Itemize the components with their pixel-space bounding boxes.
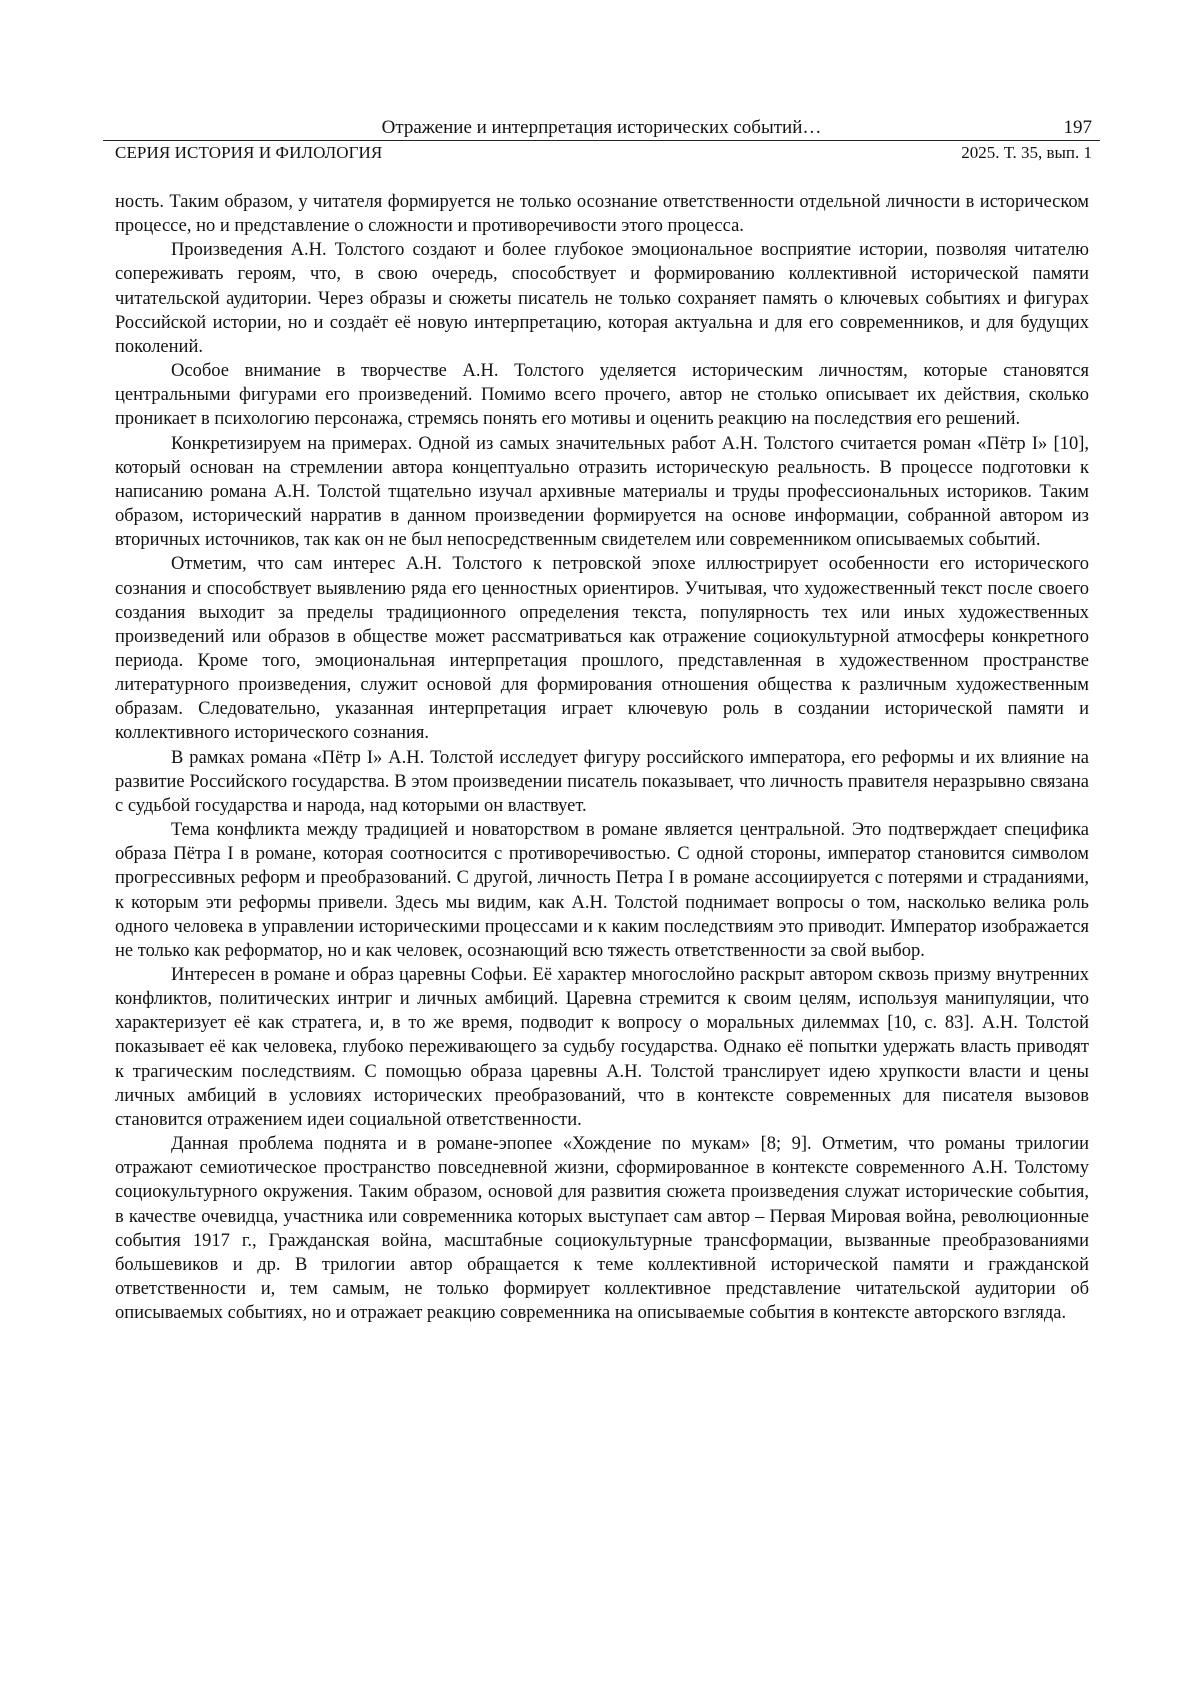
journal-series: СЕРИЯ ИСТОРИЯ И ФИЛОЛОГИЯ	[115, 143, 383, 162]
paragraph: Интересен в романе и образ царевны Софьи. Её характер многослойно раскрыт автором сквозь призму внутренних конфликтов, политических интриг и личных амбиций. Царевна стремится к своим целям, используя манипуляции, что характеризует её как стратега, и, в то же время, подводит к вопросу о моральных дилеммах [10, с. 83]. А.Н. Толстой показывает её как человека, глубоко переживающего за судьбу государства. Однако её попытки удержать власть приводят к трагическим последствиям. С помощью образа царевны А.Н. Толстой транслирует идею хрупкости власти и цены личных амбиций в условиях исторических преобразований, что в контексте современных для писателя вызовов становится отражением идеи социальной ответственности.	[115, 965, 1089, 1130]
paragraph: Данная проблема поднята и в романе-эпопее «Хождение по мукам» [8; 9]. Отметим, что романы трилогии отражают семиотическое пространство повседневной жизни, сформированное в контексте современного А.Н. Толстому социокультурного окружения. Таким образом, основой для развития сюжета произведения служат исторические события, в качестве очевидца, участника или современника которых выступает сам автор – Первая Мировая война, революционные события 1917 г., Гражданская война, масштабные социокультурные трансформации, вызванные преобразованиями большевиков и др. В трилогии автор обращается к теме коллективной исторической памяти и гражданской ответственности и, тем самым, не только формирует коллективное представление читательской аудитории об описываемых событиях, но и отражает реакцию современника на описываемые события в контексте авторского взгляда.	[115, 1134, 1089, 1324]
paragraph: Особое внимание в творчестве А.Н. Толстого уделяется историческим личностям, которые становятся центральными фигурами его произведений. Помимо всего прочего, автор не столько описывает их действия, сколько проникает в психологию персонажа, стремясь понять его мотивы и оценить реакцию на последствия его решений.	[115, 361, 1089, 430]
article-body	[115, 190, 1089, 1325]
paragraph: Тема конфликта между традицией и новаторством в романе является центральной. Это подтверждает специфика образа Пётра I в романе, которая соотносится с противоречивостью. С одной стороны, император становится символом прогрессивных реформ и преобразований. С другой, личность Петра I в романе ассоциируется с потерями и страданиями, к которым эти реформы привели. Здесь мы видим, как А.Н. Толстой поднимает вопросы о том, насколько велика роль одного человека в управлении историческими процессами и к каким последствиям это приводит. Император изображается не только как реформатор, но и как человек, осознающий всю тяжесть ответственности за свой выбор.	[115, 820, 1089, 961]
running-head-bottom-line	[103, 141, 1100, 165]
paragraph: Произведения А.Н. Толстого создают и более глубокое эмоциональное восприятие истории, позволяя читателю сопереживать героям, что, в свою очередь, способствует и формированию коллективной исторической памяти читательской аудитории. Через образы и сюжеты писатель не только сохраняет память о ключевых событиях и фигурах Российской истории, но и создаёт её новую интерпретацию, которая актуальна и для его современников, и для будущих поколений.	[115, 240, 1089, 357]
paragraph-continued: ность. Таким образом, у читателя формируется не только осознание ответственности отдельной личности в историческом процессе, но и представление о сложности и противоречивости этого процесса.	[115, 192, 1089, 237]
page-number: 197	[1063, 117, 1092, 138]
paragraph: Отметим, что сам интерес А.Н. Толстого к петровской эпохе иллюстрирует особенности его исторического сознания и способствует выявлению ряда его ценностных ориентиров. Учитывая, что художественный текст после своего создания выходит за пределы традиционного определения текста, популярность тех или иных художественных произведений или образов в обществе может рассматриваться как отражение социокультурной атмосферы конкретного периода. Кроме того, эмоциональная интерпретация прошлого, представленная в художественном пространстве литературного произведения, служит основой для формирования отношения общества к различным художественным образам. Следовательно, указанная интерпретация играет ключевую роль в создании исторической памяти и коллективного исторического сознания.	[115, 554, 1089, 744]
paragraph: Конкретизируем на примерах. Одной из самых значительных работ А.Н. Толстого считается роман «Пётр I» [10], который основан на стремлении автора концептуально отразить историческую реальность. В процессе подготовки к написанию романа А.Н. Толстой тщательно изучал архивные материалы и труды профессиональных историков. Таким образом, исторический нарратив в данном произведении формируется на основе информации, собранной автором из вторичных источников, так как он не был непосредственным свидетелем или современником описываемых событий.	[115, 433, 1089, 551]
journal-issue: 2025. Т. 35, вып. 1	[961, 143, 1092, 162]
paragraph: В рамках романа «Пётр I» А.Н. Толстой исследует фигуру российского императора, его реформы и их влияние на развитие Российского государства. В этом произведении писатель показывает, что личность правителя неразрывно связана с судьбой государства и народа, над которыми он властвует.	[115, 747, 1089, 816]
running-title: Отражение и интерпретация исторических событий…	[381, 117, 822, 138]
running-head-top-line	[103, 116, 1100, 141]
running-head	[103, 116, 1100, 165]
